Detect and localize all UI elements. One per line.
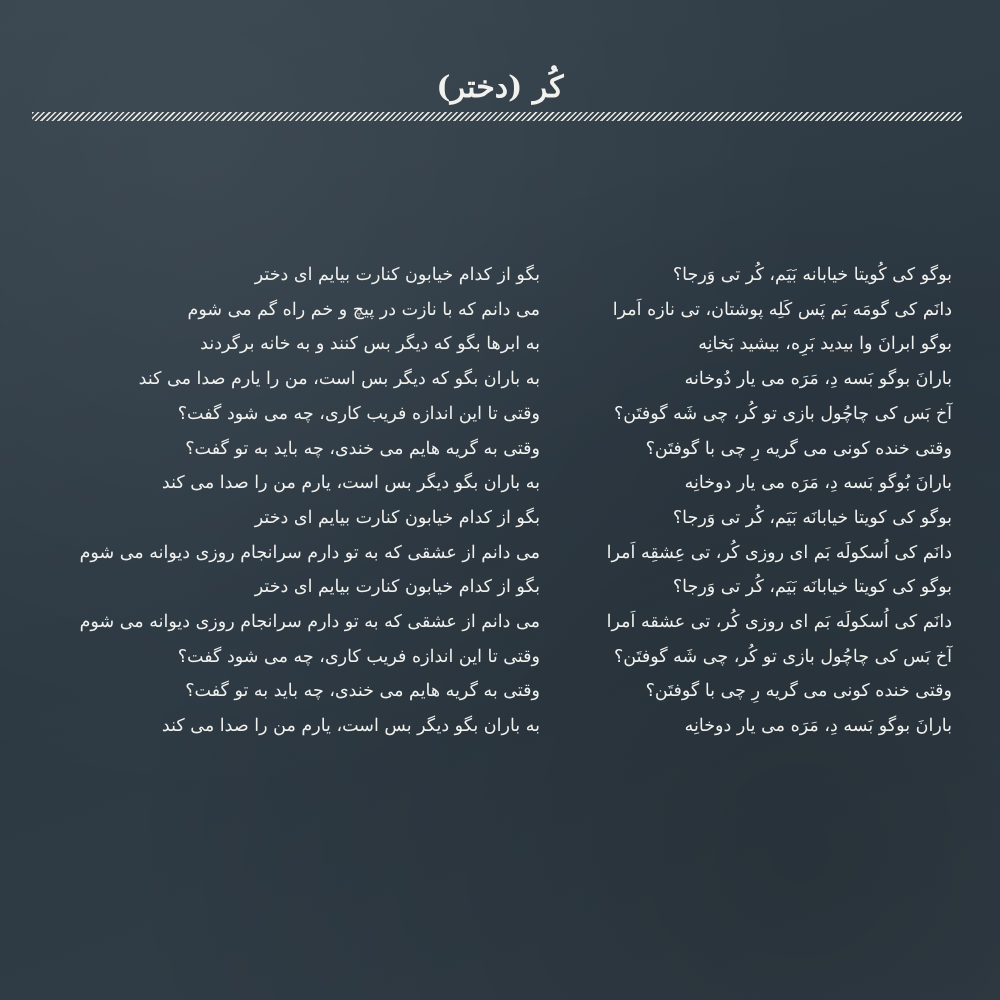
lyric-line: وقتی خنده کونی می گریه رِ چی با گوفتَن؟: [645, 438, 952, 459]
lyric-line: بوگو کی کویتا خیابانَه بَیَم، کُر تی وَرجا؟: [672, 507, 952, 528]
lyric-line: دانَم کی اُسکولَه بَم ای روزی کُر، تی عِشقِه اَمرا: [606, 542, 952, 563]
persian-translation-column: [79, 258, 540, 744]
translation-line: به ابرها بگو که دیگر بس کنند و به خانه برگردند: [200, 334, 540, 355]
lyric-line: دانَم کی گومَه بَم پَس کَلِه پوشتان، تی نازه اَمرا: [612, 299, 952, 320]
lyric-line: بارانَ بوگو بَسه دِ، مَرَه می یار دُوخانه: [684, 369, 952, 390]
lyric-line: آخ بَس کی چاچُول بازی تو کُر، چی شَه گوفتَن؟: [613, 646, 952, 667]
gilaki-lyrics-column: [512, 258, 952, 744]
translation-line: به باران بگو که دیگر بس است، من را یارم صدا می کند: [138, 369, 540, 390]
translation-line: بگو از کدام خیابون کنارت بیایم ای دختر: [254, 507, 540, 528]
lyric-line: دانَم کی اُسکولَه بَم ای روزی کُر، تی عشقه اَمرا: [606, 612, 952, 633]
lyric-line: وقتی خنده کونی می گریه رِ چی با گوفتَن؟: [645, 681, 952, 702]
page-title: کُر (دختر): [436, 70, 564, 105]
lyric-line: بوگو کی کویتا خیابانَه بَیَم، کُر تی وَرجا؟: [672, 577, 952, 598]
translation-line: وقتی به گریه هایم می خندی، چه باید به تو گفت؟: [185, 681, 540, 702]
translation-line: می دانم از عشقی که به تو دارم سرانجام روزی دیوانه می شوم: [79, 542, 540, 563]
translation-line: به باران بگو دیگر بس است، یارم من را صدا می کند: [161, 716, 540, 737]
lyric-line: آخ بَس کی چاچُول بازی تو کُر، چی شَه گوفتَن؟: [613, 403, 952, 424]
translation-line: وقتی تا این اندازه فریب کاری، چه می شود گفت؟: [177, 646, 540, 667]
lyric-line: بوگو ابرانَ وا بیدید بَرِه، بیشید بَخانِه: [698, 334, 952, 355]
translation-line: وقتی تا این اندازه فریب کاری، چه می شود گفت؟: [177, 403, 540, 424]
lyric-line: بوگو کی کُویتا خیابانه بَیَم، کُر تی وَرجا؟: [672, 265, 952, 285]
title-divider: [32, 112, 962, 121]
translation-line: بگو از کدام خیابون کنارت بیایم ای دختر: [254, 265, 540, 285]
translation-line: می دانم از عشقی که به تو دارم سرانجام روزی دیوانه می شوم: [79, 612, 540, 633]
translation-line: بگو از کدام خیابون کنارت بیایم ای دختر: [254, 577, 540, 598]
translation-line: به باران بگو دیگر بس است، یارم من را صدا می کند: [161, 473, 540, 494]
lyric-line: بارانَ بُوگو بَسه دِ، مَرَه می یار دوخانِه: [684, 473, 952, 494]
lyric-line: بارانَ بوگو بَسه دِ، مَرَه می یار دوخانِه: [684, 716, 952, 737]
translation-line: وقتی به گریه هایم می خندی، چه باید به تو گفت؟: [185, 438, 540, 459]
translation-line: می دانم که با نازت در پیچ و خم راه گم می شوم: [187, 299, 540, 320]
